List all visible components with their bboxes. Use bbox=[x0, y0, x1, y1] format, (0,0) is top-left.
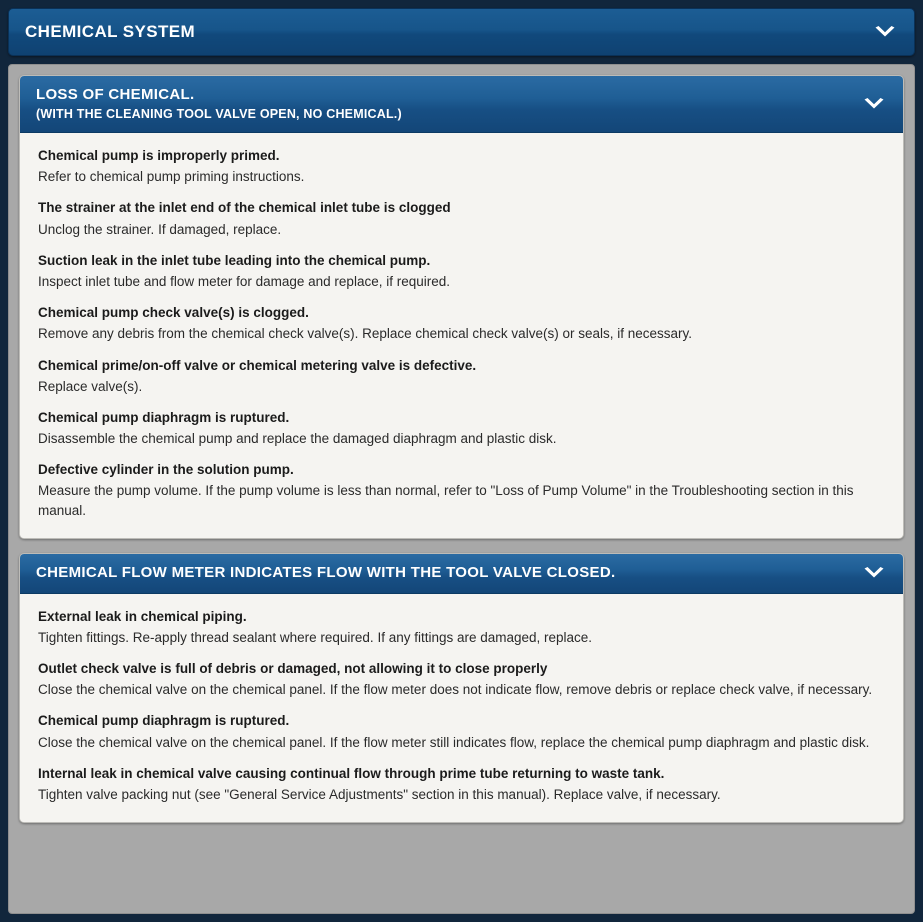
list-item bbox=[38, 147, 885, 186]
list-item bbox=[38, 304, 885, 343]
remedy-text: Remove any debris from the chemical check valve(s). Replace chemical check valve(s) or seals, if necessary. bbox=[38, 326, 692, 342]
fault-panel-body bbox=[20, 594, 903, 823]
remedy-text: Refer to chemical pump priming instructions. bbox=[38, 169, 305, 185]
list-item bbox=[38, 765, 885, 804]
remedy-text: Close the chemical valve on the chemical panel. If the flow meter still indicates flow, replace the chemical pump diaphragm and plastic disk. bbox=[38, 734, 870, 750]
cause-text: Suction leak in the inlet tube leading into the chemical pump. bbox=[38, 252, 431, 268]
remedy-text: Tighten valve packing nut (see "General Service Adjustments" section in this manual). Replace valve, if necessary. bbox=[38, 786, 721, 802]
list-item bbox=[38, 712, 885, 751]
cause-text: Chemical pump check valve(s) is clogged. bbox=[38, 305, 309, 321]
list-item bbox=[38, 660, 885, 699]
list-item bbox=[38, 409, 885, 448]
cause-text: Chemical pump is improperly primed. bbox=[38, 148, 280, 163]
chevron-down-icon[interactable] bbox=[863, 566, 885, 580]
page-title: CHEMICAL SYSTEM bbox=[25, 22, 196, 41]
cause-text: Chemical pump diaphragm is ruptured. bbox=[38, 409, 290, 425]
chevron-down-icon[interactable] bbox=[863, 97, 885, 111]
remedy-text: Inspect inlet tube and flow meter for damage and replace, if required. bbox=[38, 273, 450, 289]
cause-text: Chemical prime/on-off valve or chemical metering valve is defective. bbox=[38, 357, 477, 373]
cause-text: Defective cylinder in the solution pump. bbox=[38, 462, 294, 478]
fault-panel-header[interactable] bbox=[20, 554, 903, 594]
remedy-text: Replace valve(s). bbox=[38, 378, 143, 394]
fault-panel-subtitle: (WITH THE CLEANING TOOL VALVE OPEN, NO CHEMICAL.) bbox=[36, 106, 402, 121]
fault-panel-header[interactable] bbox=[20, 76, 903, 133]
list-item bbox=[38, 608, 885, 647]
fault-panel bbox=[19, 553, 904, 823]
fault-panel-title: CHEMICAL FLOW METER INDICATES FLOW WITH THE TOOL VALVE CLOSED. bbox=[36, 563, 616, 581]
fault-panel bbox=[19, 75, 904, 539]
cause-text: The strainer at the inlet end of the chemical inlet tube is clogged bbox=[38, 200, 451, 216]
remedy-text: Disassemble the chemical pump and replace the damaged diaphragm and plastic disk. bbox=[38, 431, 557, 447]
remedy-text: Close the chemical valve on the chemical panel. If the flow meter does not indicate flow, remove debris or replace check valve, if necessary. bbox=[38, 682, 873, 698]
remedy-text: Measure the pump volume. If the pump volume is less than normal, refer to "Loss of Pump Volume" in the Troubleshooting section in this manual. bbox=[38, 483, 854, 518]
list-item bbox=[38, 199, 885, 238]
list-item bbox=[38, 252, 885, 291]
chevron-down-icon[interactable] bbox=[874, 25, 896, 39]
fault-panel-body bbox=[20, 133, 903, 538]
panels-container bbox=[8, 64, 915, 914]
system-accordion-header[interactable] bbox=[8, 8, 915, 56]
remedy-text: Tighten fittings. Re-apply thread sealant where required. If any fittings are damaged, replace. bbox=[38, 629, 593, 645]
list-item bbox=[38, 461, 885, 520]
cause-text: External leak in chemical piping. bbox=[38, 608, 247, 624]
cause-text: Chemical pump diaphragm is ruptured. bbox=[38, 713, 290, 729]
remedy-text: Unclog the strainer. If damaged, replace. bbox=[38, 221, 282, 237]
cause-text: Internal leak in chemical valve causing continual flow through prime tube returning to waste tank. bbox=[38, 765, 665, 781]
cause-text: Outlet check valve is full of debris or damaged, not allowing it to close properly bbox=[38, 660, 548, 676]
list-item bbox=[38, 357, 885, 396]
fault-panel-title: LOSS OF CHEMICAL. bbox=[36, 86, 195, 103]
